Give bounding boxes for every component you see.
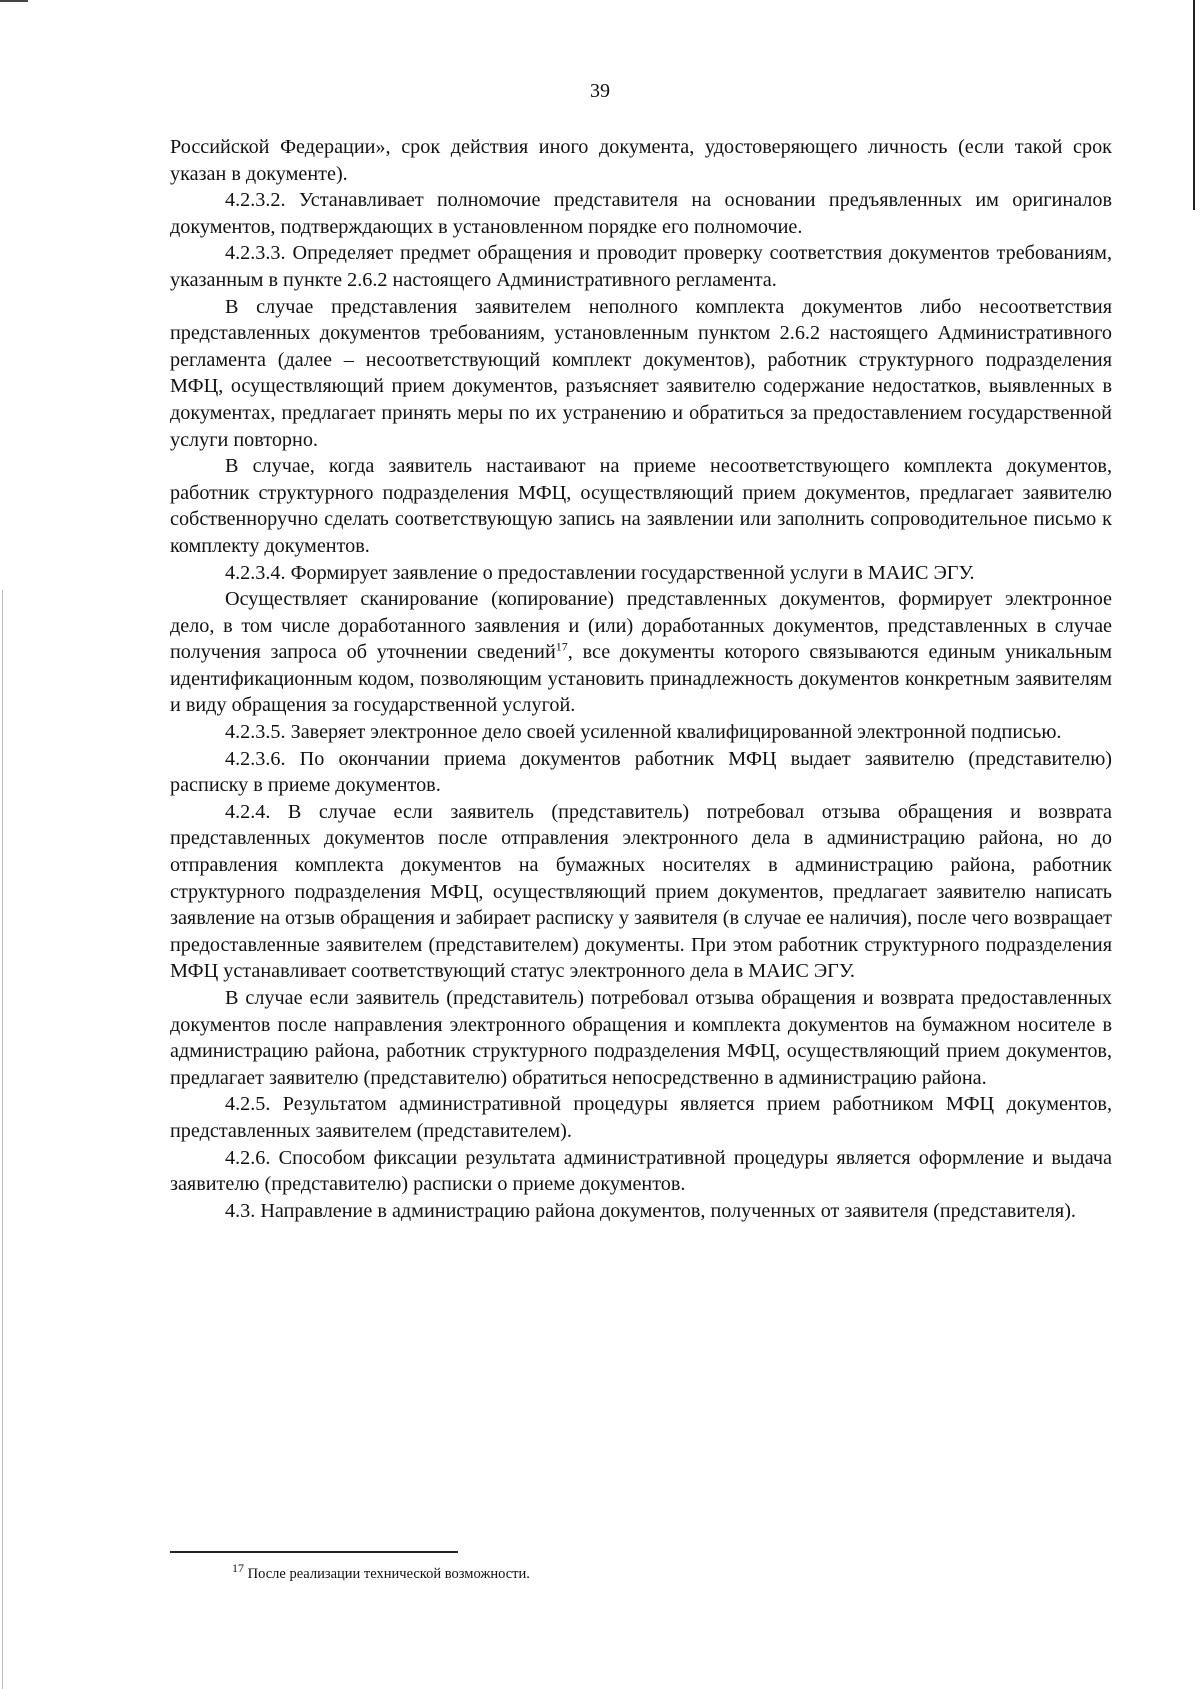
paragraph-4-3: 4.3. Направление в администрацию района документов, полученных от заявителя (представителя). xyxy=(225,1199,1076,1222)
paragraph-incomplete-documents: В случае представления заявителем неполного комплекта документов либо несоответствия представленных документов требованиям, установленным пунктом 2.6.2 настоящего Административного регламента (далее – несоответствующий комплект документов), работник структурного подразделения МФЦ, осуществляющий прием документов, разъясняет заявителю содержание недостатков, выявленных в документах, предлагает принять меры по их устранению и обратиться за предоставлением государственной услуги повторно. xyxy=(170,295,1112,451)
paragraph-applicant-insists: В случае, когда заявитель настаивают на приеме несоответствующего комплекта документов, работник структурного подразделения МФЦ, осуществляющий прием документов, предлагает заявителю собственноручно сделать соответствующую запись на заявлении или заполнить сопроводительное письмо к комплекту документов. xyxy=(170,455,1112,557)
paragraph-withdrawal-after-sending: В случае если заявитель (представитель) потребовал отзыва обращения и возврата предоставленных документов после направления электронного обращения и комплекта документов на бумажном носителе в администрацию района, работник структурного подразделения МФЦ, осуществляющий прием документов, предлагает заявителю (представителю) обратиться непосредственно в администрацию района. xyxy=(170,987,1112,1089)
scan-artifact-corner xyxy=(0,0,28,2)
paragraph-4-2-3-6: 4.2.3.6. По окончании приема документов работник МФЦ выдает заявителю (представителю) расписку в приеме документов. xyxy=(170,747,1112,797)
scan-artifact-right-edge xyxy=(1193,0,1195,210)
paragraph-scanning xyxy=(170,586,1112,719)
paragraph-4-2-3-5: 4.2.3.5. Заверяет электронное дело своей усиленной квалифицированной электронной подписью. xyxy=(225,721,1062,744)
paragraph-4-2-5: 4.2.5. Результатом административной процедуры является прием работником МФЦ документов, представленных заявителем (представителем). xyxy=(170,1093,1112,1142)
footnote-number: 17 xyxy=(232,1561,244,1576)
paragraph-4-2-4: 4.2.4. В случае если заявитель (представитель) потребовал отзыва обращения и возврата представленных документов после отправления электронного дела в администрацию района, но до отправления комплекта документов на бумажных носителях в администрацию района, работник структурного подразделения МФЦ, осуществляющий прием документов, предлагает заявителю написать заявление на отзыв обращения и забирает расписку у заявителя (в случае ее наличия), после чего возвращает предоставленные заявителем (представителем) документы. При этом работник структурного подразделения МФЦ устанавливает соответствующий статус электронного дела в МАИС ЭГУ. xyxy=(170,800,1112,983)
paragraph-4-2-3-2: 4.2.3.2. Устанавливает полномочие представителя на основании предъявленных им оригиналов документов, подтверждающих в установленном порядке его полномочие. xyxy=(170,189,1112,238)
scan-artifact-left-edge xyxy=(2,590,3,1689)
footnote-reference[interactable]: 17 xyxy=(555,639,568,654)
footnote xyxy=(232,1561,1032,1584)
paragraph-continuation: Российской Федерации», срок действия иного документа, удостоверяющего личность (если такой срок указан в документе). xyxy=(170,136,1112,185)
paragraph-4-2-3-4: 4.2.3.4. Формирует заявление о предоставлении государственной услуги в МАИС ЭГУ. xyxy=(225,561,975,584)
footnote-text: После реализации технической возможности. xyxy=(247,1566,530,1582)
page-number: 39 xyxy=(590,80,610,102)
paragraph-4-2-3-3: 4.2.3.3. Определяет предмет обращения и проводит проверку соответствия документов требованиям, указанным в пункте 2.6.2 настоящего Административного регламента. xyxy=(170,242,1112,291)
footnote-separator xyxy=(170,1551,458,1553)
document-body xyxy=(170,134,1112,1224)
paragraph-scanning-text-after: , все документы которого связываются единым уникальным идентификационным кодом, позволяющим установить принадлежность документов конкретным заявителям и виду обращения за государственной услугой. xyxy=(170,641,1112,717)
paragraph-4-2-6: 4.2.6. Способом фиксации результата административной процедуры является оформление и выдача заявителю (представителю) расписки о приеме документов. xyxy=(170,1146,1112,1196)
paragraph-scanning-text-before: Осуществляет сканирование (копирование) представленных документов, формирует электронное дело, в том числе доработанного заявления и (или) доработанных документов, представленных в случае получения запроса об уточнении сведений xyxy=(170,588,1112,664)
